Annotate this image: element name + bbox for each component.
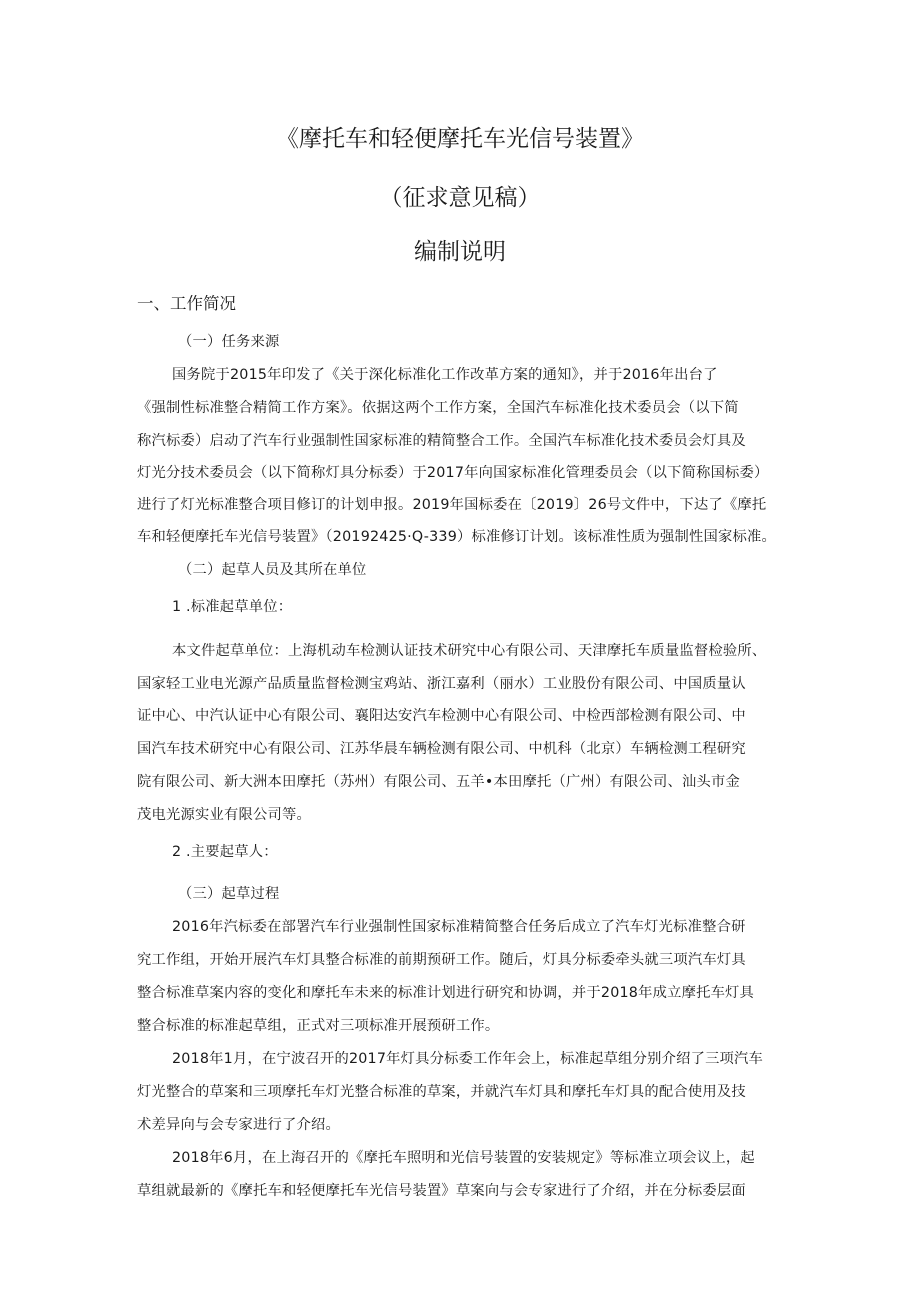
document-title: 《摩托车和轻便摩托车光信号装置》 (276, 126, 644, 152)
document-heading: 编制说明 (414, 239, 506, 265)
paragraph-line: 整合标准的标准起草组，正式对三项标准开展预研工作。 (137, 1018, 500, 1034)
paragraph-line: 究工作组，开始开展汽车灯具整合标准的前期预研工作。随后，灯具分标委牵头就三项汽车灯具 (137, 952, 746, 968)
paragraph-line: 茂电光源实业有限公司等。 (137, 807, 311, 823)
paragraph-line: 术差异向与会专家进行了介绍。 (137, 1117, 340, 1133)
paragraph-line: 草组就最新的《摩托车和轻便摩托车光信号装置》草案向与会专家进行了介绍，并在分标委层面 (137, 1183, 746, 1199)
list-item-drafting-units: 1 .标准起草单位： (172, 599, 293, 615)
subsection-task-source: （一）任务来源 (178, 334, 280, 350)
paragraph-line: 2018年1月，在宁波召开的2017年灯具分标委工作年会上，标准起草组分别介绍了三项汽车 (172, 1051, 764, 1067)
paragraph-line: 2016年汽标委在部署汽车行业强制性国家标准精简整合任务后成立了汽车灯光标准整合研 (172, 919, 746, 935)
paragraph-line: 《强制性标准整合精简工作方案》。依据这两个工作方案，全国汽车标准化技术委员会（以下简 (137, 400, 739, 416)
paragraph-line: 国家轻工业电光源产品质量监督检测宝鸡站、浙江嘉利（丽水）工业股份有限公司、中国质量认 (137, 676, 746, 692)
subsection-drafters: （二）起草人员及其所在单位 (178, 562, 367, 578)
list-item-main-drafters: 2 .主要起草人： (172, 844, 278, 860)
document-subtitle: （征求意见稿） (379, 185, 541, 211)
subsection-drafting-process: （三）起草过程 (178, 886, 280, 902)
paragraph-line: 灯光整合的草案和三项摩托车灯光整合标准的草案，并就汽车灯具和摩托车灯具的配合使用及技 (137, 1084, 746, 1100)
paragraph-line: 院有限公司、新大洲本田摩托（苏州）有限公司、五羊•本田摩托（广州）有限公司、汕头市金 (137, 774, 741, 790)
paragraph-line: 称汽标委）启动了汽车行业强制性国家标准的精简整合工作。全国汽车标准化技术委员会灯具及 (137, 433, 746, 449)
paragraph-line: 国务院于2015年印发了《关于深化标准化工作改革方案的通知》，并于2016年出台了 (172, 367, 718, 383)
paragraph-line: 国汽车技术研究中心有限公司、江苏华晨车辆检测有限公司、中机科（北京）车辆检测工程研究 (137, 741, 746, 757)
paragraph-line: 车和轻便摩托车光信号装置》（20192425·Q-339）标准修订计划。该标准性质为强制性国家标准。 (137, 529, 776, 545)
paragraph-line: 证中心、中汽认证中心有限公司、襄阳达安汽车检测中心有限公司、中检西部检测有限公司、中 (137, 708, 746, 724)
paragraph-line: 整合标准草案内容的变化和摩托车未来的标准计划进行研究和协调，并于2018年成立摩托车灯具 (137, 985, 755, 1001)
paragraph-line: 本文件起草单位：上海机动车检测认证技术研究中心有限公司、天津摩托车质量监督检验所、 (172, 643, 767, 659)
section-heading-work-overview: 一、工作简况 (137, 294, 236, 313)
paragraph-line: 2018年6月，在上海召开的《摩托车照明和光信号装置的安装规定》等标准立项会议上，起 (172, 1150, 755, 1166)
paragraph-line: 灯光分技术委员会（以下简称灯具分标委）于2017年向国家标准化管理委员会（以下简称国标委） (137, 465, 769, 481)
paragraph-line: 进行了灯光标准整合项目修订的计划申报。2019年国标委在〔2019〕26号文件中，下达了《摩托 (137, 497, 767, 513)
